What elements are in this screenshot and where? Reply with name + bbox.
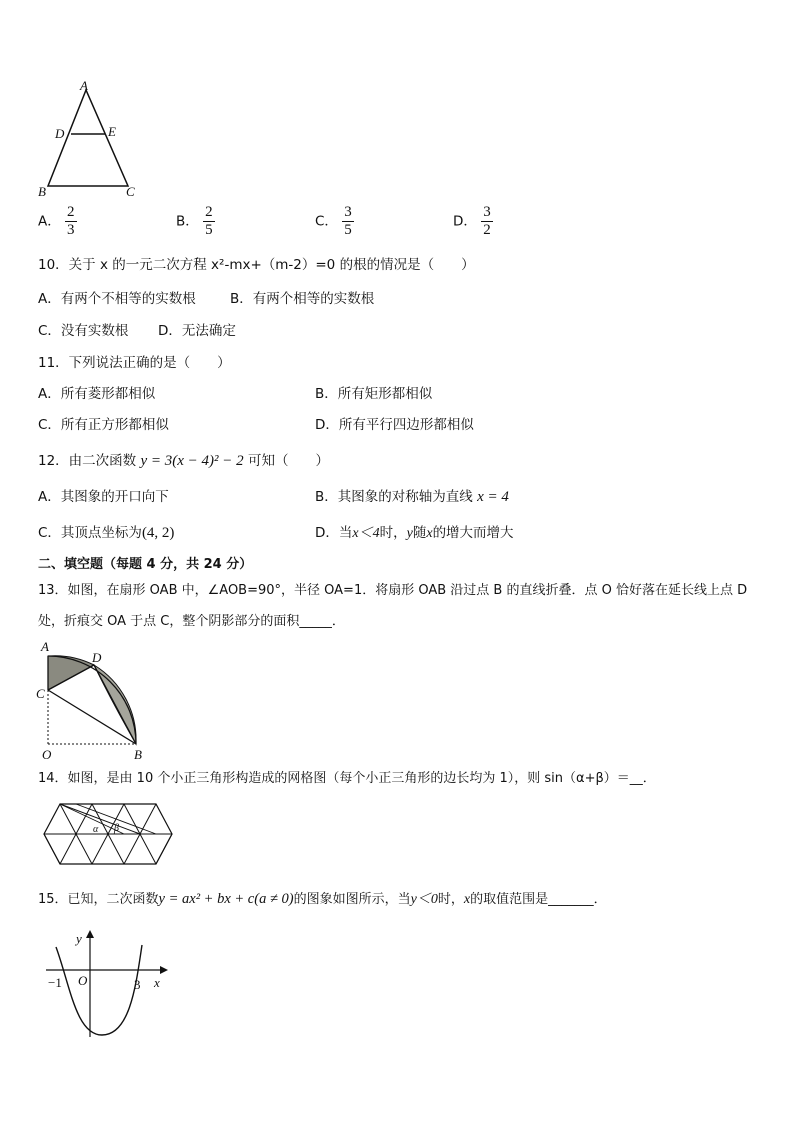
- q15-prefix: 15．已知，二次函数: [38, 892, 159, 907]
- q12-option-a: A．其图象的开口向下: [38, 489, 169, 505]
- label-y: y: [76, 931, 82, 946]
- q10-option-d: D．无法确定: [158, 323, 236, 339]
- grid-line: [76, 804, 92, 834]
- grid-line: [108, 834, 124, 864]
- q10-option-a: A．有两个不相等的实数根: [38, 291, 196, 307]
- alpha-label: α: [93, 824, 99, 835]
- grid-line: [140, 834, 156, 864]
- q9-option-d-num: 3: [483, 204, 491, 220]
- grid-line: [140, 804, 156, 834]
- grid-line: [44, 834, 60, 864]
- q12-stem-suffix: 可知（ ）: [247, 453, 329, 469]
- q15-parabola-figure: [42, 925, 182, 1040]
- q11-option-a: A．所有菱形都相似: [38, 386, 156, 402]
- q9-option-c: [315, 204, 354, 239]
- y-axis-arrow: [86, 930, 94, 938]
- label-c: C: [126, 184, 135, 199]
- q12-formula: y = 3(x − 4)² − 2: [140, 453, 244, 469]
- q11-option-b: B．所有矩形都相似: [315, 386, 433, 402]
- q9-option-b-letter: B．: [176, 213, 199, 230]
- q12-option-b-text: B．其图象的对称轴为直线: [315, 489, 473, 505]
- q9-option-a-num: 2: [67, 204, 75, 220]
- q9-option-b-fraction: [203, 204, 215, 239]
- q13-sector-figure: [30, 640, 160, 765]
- q10-stem: 10．关于 x 的一元二次方程 x²-mx+（m-2）=0 的根的情况是（ ）: [38, 257, 475, 273]
- q13-line2: 处，折痕交 OA 于点 C，整个阴影部分的面积_____．: [38, 614, 345, 629]
- q9-option-a-den: 3: [67, 222, 75, 238]
- q9-option-a-letter: A．: [38, 213, 61, 230]
- q15-mid: 的图象如图所示，当: [293, 892, 411, 907]
- q11-option-d: D．所有平行四边形都相似: [315, 417, 474, 433]
- q9-option-a-fraction: [65, 204, 77, 239]
- alpha-ray: [60, 804, 140, 834]
- label-d: D: [92, 650, 102, 665]
- q12-stem: [38, 452, 329, 470]
- label-o: O: [42, 747, 52, 762]
- q9-option-d-den: 2: [483, 222, 491, 238]
- parabola-curve: [56, 945, 142, 1035]
- q14-line: 14．如图，是由 10 个小正三角形构造成的网格图（每个小正三角形的边长均为 1），则 sin（α+β）＝__．: [38, 771, 656, 786]
- grid-line: [76, 834, 92, 864]
- q12-option-d-math1: x＜4: [352, 526, 380, 541]
- q15-var: x: [463, 892, 471, 907]
- q9-option-c-num: 3: [344, 204, 352, 220]
- q9-option-b: [176, 204, 215, 239]
- q12-option-d-pre: D．当: [315, 525, 353, 541]
- label-e: E: [108, 124, 116, 139]
- q9-option-c-fraction: [342, 204, 354, 239]
- label-three: 3: [134, 977, 141, 992]
- q12-option-c-text: C．其顶点坐标为: [38, 525, 142, 541]
- label-c: C: [36, 686, 45, 701]
- q12-option-d-math2: y: [406, 526, 413, 541]
- q12-option-d-mid2: 随: [412, 525, 427, 541]
- grid-line: [60, 834, 76, 864]
- q10-option-c: C．没有实数根: [38, 323, 129, 339]
- label-b: B: [134, 747, 142, 762]
- q12-option-c-math: (4, 2): [141, 525, 175, 541]
- q9-option-b-den: 5: [205, 222, 213, 238]
- label-origin: O: [78, 973, 88, 988]
- q9-option-c-letter: C．: [315, 213, 338, 230]
- q15-stem: [38, 890, 607, 909]
- q12-option-c: [38, 524, 174, 542]
- q12-option-d-math3: x: [426, 526, 433, 541]
- grid-line: [156, 834, 172, 864]
- label-b: B: [38, 184, 46, 199]
- section-2-heading: 二、填空题（每题 4 分，共 24 分）: [38, 557, 253, 572]
- q15-suffix: 的取值范围是_______．: [470, 892, 607, 907]
- grid-line: [60, 804, 76, 834]
- q12-option-b-math: x = 4: [477, 489, 509, 505]
- q9-option-b-num: 2: [205, 204, 213, 220]
- q9-option-d: [453, 204, 493, 239]
- q11-stem: 11．下列说法正确的是（ ）: [38, 355, 231, 371]
- q15-formula: y = ax² + bx + c(a ≠ 0): [158, 891, 294, 907]
- q9-option-d-letter: D．: [453, 213, 477, 230]
- beta-label: β: [114, 823, 119, 834]
- label-neg1: −1: [48, 975, 62, 990]
- q12-stem-prefix: 12．由二次函数: [38, 453, 137, 469]
- q13-line1: 13．如图，在扇形 OAB 中，∠AOB=90°，半径 OA=1．将扇形 OAB 沿过点 B 的直线折叠．点 O 恰好落在延长线上点 D: [38, 583, 748, 598]
- q9-option-c-den: 5: [344, 222, 352, 238]
- q10-option-b: B．有两个相等的实数根: [230, 291, 375, 307]
- segment-db: [94, 665, 136, 744]
- q12-option-d-mid: 时，: [379, 525, 407, 541]
- q9-triangle-figure: [30, 78, 150, 200]
- q12-option-d: [315, 524, 514, 543]
- shaded-region-acd: [48, 656, 94, 690]
- grid-line: [124, 834, 140, 864]
- x-axis-arrow: [160, 966, 168, 974]
- label-a: A: [80, 78, 88, 93]
- label-x: x: [154, 975, 160, 990]
- q9-option-a: [38, 204, 77, 239]
- q11-option-c: C．所有正方形都相似: [38, 417, 169, 433]
- q15-mid2: 时，: [437, 892, 464, 907]
- label-d: D: [55, 126, 65, 141]
- q15-cond: y＜0: [410, 892, 438, 907]
- grid-line: [92, 834, 108, 864]
- label-a: A: [41, 640, 49, 654]
- q12-option-d-post: 的增大而增大: [432, 525, 514, 541]
- grid-line: [124, 804, 140, 834]
- q14-triangle-grid-figure: [40, 800, 175, 872]
- q12-option-b: [315, 488, 509, 506]
- q9-option-d-fraction: [481, 204, 493, 239]
